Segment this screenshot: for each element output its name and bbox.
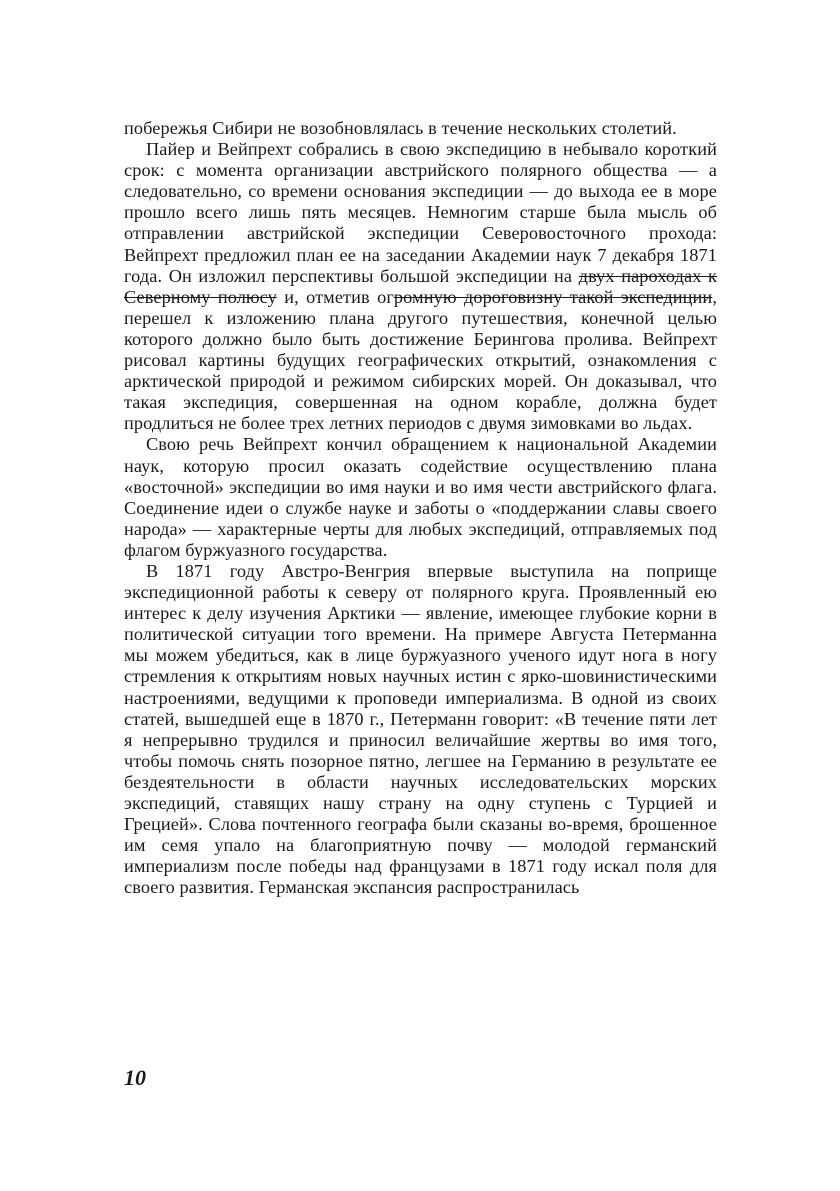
paragraph-austria-hungary: В 1871 году Австро-Венгрия впервые выступила на поприще экспедиционной работы к северу от полярного круга. Проявленный ею интерес к делу изучения Арктики — явление, имеющее глубокие корни в политической ситуации того времени. На примере Августа Петерманна мы можем убедиться, как в лице буржуазного ученого идут нога в ногу стремления к открытиям новых научных истин с ярко-шовинистическими настроениями, ведущими к проповеди империализма. В одной из своих статей, вышедшей еще в 1870 г., Петерманн говорит: «В течение пяти лет я непрерывно трудился и приносил величайшие жертвы во имя того, чтобы помочь снять позорное пятно, легшее на Германию в результате ее бездеятельности в области научных исследовательских морских экспедиций, ставящих нашу страну на одну ступень с Турцией и Грецией». Слова почтенного географа были сказаны во-время, брошенное им семя упало на благоприятную почву — молодой германский империализм после победы над французами в 1871 году искал поля для своего развития. Германская экспансия распространилась	[124, 560, 717, 898]
page-body	[124, 118, 717, 1128]
paragraph-text: и, отметив ог	[276, 286, 394, 307]
struck-text: двух пароходах к Северному полюсу	[124, 265, 717, 307]
paragraph-weyprecht-plan	[124, 139, 717, 434]
paragraph-continuation: побережья Сибири не возобновлялась в течение нескольких столетий.	[124, 118, 677, 138]
paragraph-text: Пайер и Вейпрехт собрались в свою экспедицию в небывало короткий срок: с момента организации австрийского полярного общества — а следовательно, со времени основания экспедиции — до выхода ее в море прошло всего лишь пять месяцев. Немногим старше была мысль об отправлении австрийской экспедиции Северовосточного прохода: Вейпрехт предложил план ее на заседании Академии наук 7 декабря 1871 года. Он изложил перспективы большой экспедиции на	[124, 139, 717, 286]
struck-text: ромную дороговизну такой экспедиции	[393, 286, 713, 307]
page-number: 10	[124, 1065, 146, 1090]
paragraph-text: , перешел к изложению плана другого путешествия, конечной целью которого должно было быть достижение Берингова пролива. Вейпрехт рисовал картины будущих географических открытий, ознакомления с арктической природой и режимом сибирских морей. Он доказывал, что такая экспедиция, совершенная на одном корабле, должна будет продлиться не более трех летних периодов с двумя зимовками во льдах.	[124, 286, 717, 434]
paragraph-academy-speech: Свою речь Вейпрехт кончил обращением к национальной Академии наук, которую просил оказать содействие осуществлению плана «восточной» экспедиции во имя науки и во имя чести австрийского флага. Соединение идеи о службе науке и заботы о «поддержании славы своего народа» — характерные черты для любых экспедиций, отправляемых под флагом буржуазного государства.	[124, 434, 717, 560]
